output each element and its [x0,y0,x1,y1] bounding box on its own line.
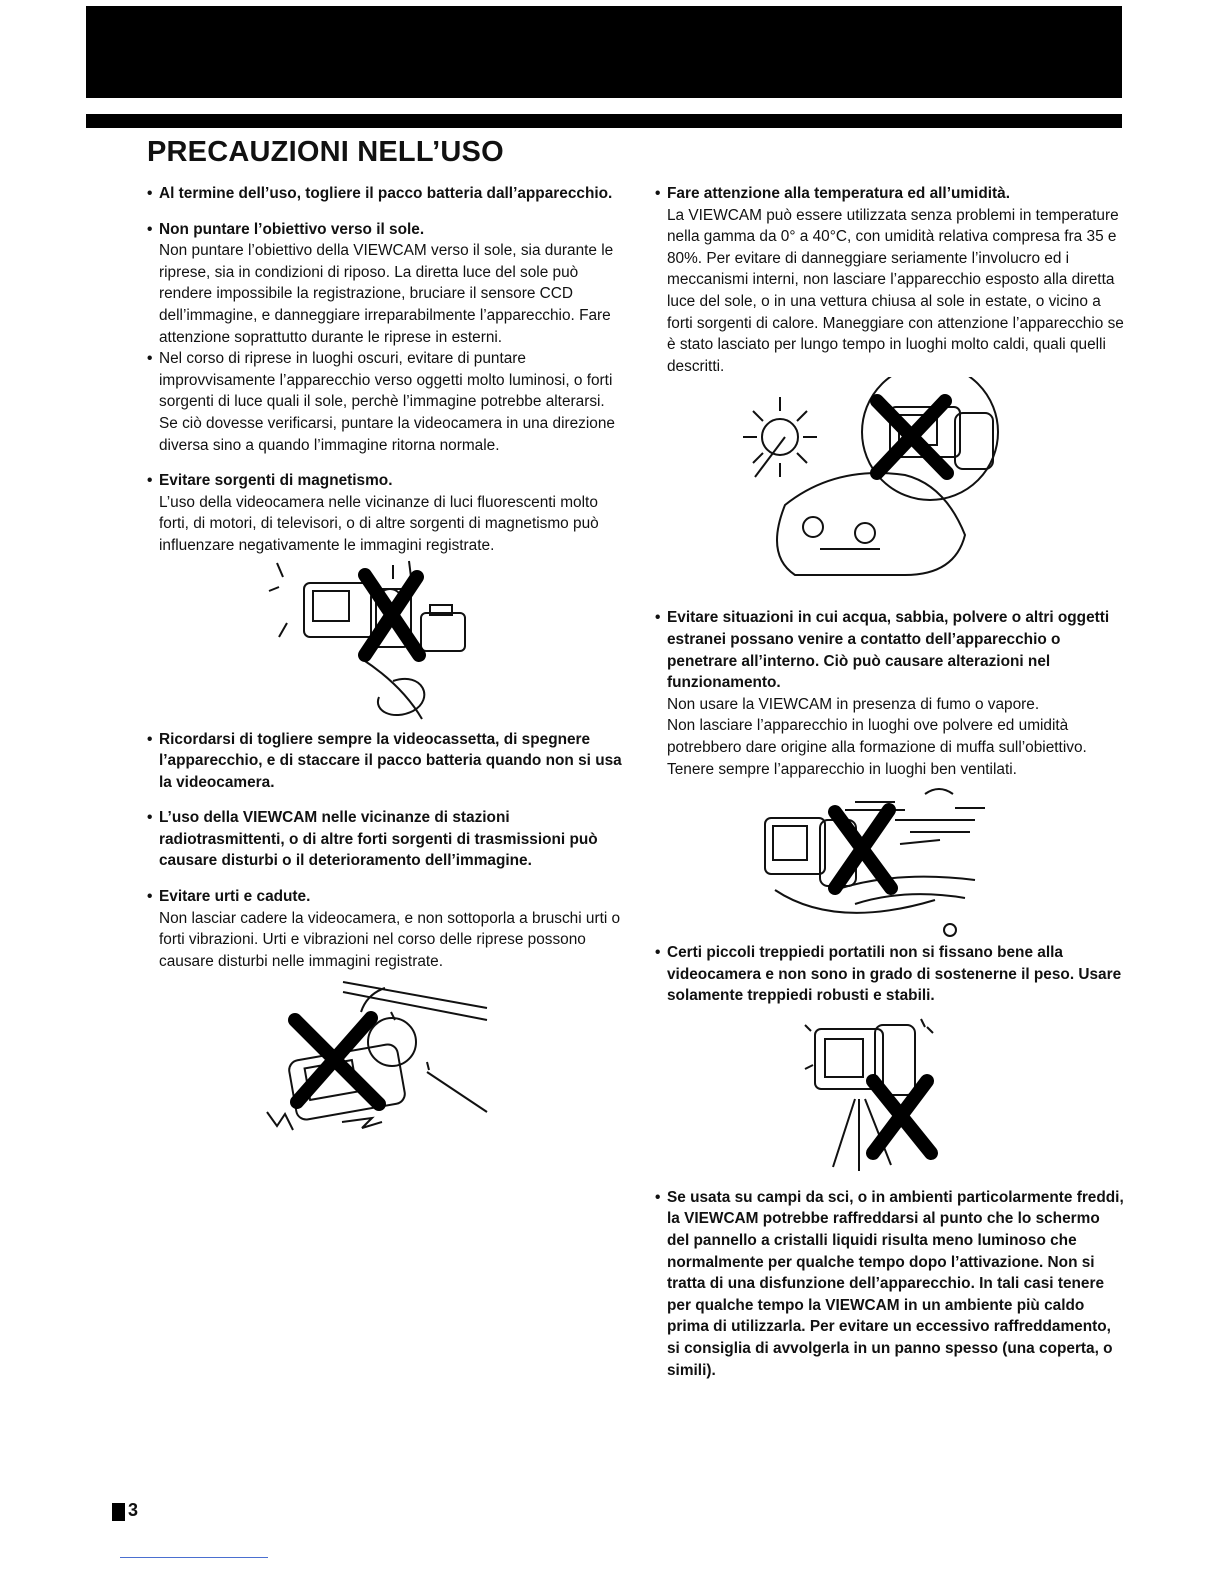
header-black-band [86,6,1122,98]
precaution-text: La VIEWCAM può essere utilizzata senza problemi in temperature nella gamma da 0° a 40°C, con umidità relativa compresa fra 35 e 80%. Per evitare di danneggiare seriamente l’involucro ed i meccanismi interni, non lasciare l’apparecchio esposto alla diretta luce del sole, o in una vettura chiusa al sole in estate, o vicino a forti sorgenti di calore. Maneggiare con attenzione l’apparecchio se è stato lasciato per lungo tempo in luoghi molto caldi, quali quelli descritti. [667,206,1124,375]
tripod-illustration [655,1007,1125,1187]
precaution-radio-stations [147,807,622,872]
precaution-magnetism [147,470,622,556]
precaution-dark-scenes [147,348,622,456]
precaution-heading: Certi piccoli treppiedi portatili non si fissano bene alla videocamera e non sono in grado di sostenerne il peso. Usare solamente treppiedi robusti e stabili. [667,944,1122,1005]
footer-rule [120,1557,268,1558]
bullet-icon: • [147,809,153,827]
precaution-tripod [655,942,1125,1007]
precaution-text: Nel corso di riprese in luoghi oscuri, evitare di puntare improvvisamente l’apparecchio verso oggetti molto luminosi, o forti sorgenti di luce quali il sole, perchè l’immagine potrebbe alterarsi. Se ciò dovesse verificarsi, puntare la videocamera in una direzione diversa sino a quando l’immagine ritorna normale. [159,350,615,454]
precaution-temperature [655,183,1125,377]
beach-illustration [655,780,1125,942]
bullet-icon: • [147,350,153,368]
precaution-battery [147,183,622,205]
bullet-icon: • [147,185,153,202]
language-marker [112,1503,125,1521]
precaution-text: Non lasciar cadere la videocamera, e non sottoporla a bruschi urti o forti vibrazioni. Urti e vibrazioni nel corso delle riprese possono causare disturbi nelle immagini registrate. [159,909,621,970]
bullet-icon: • [655,185,661,202]
precaution-shocks [147,886,622,972]
bullet-icon: • [655,609,661,627]
bullet-icon: • [147,730,153,748]
bullet-icon: • [147,472,153,490]
precaution-text: Non usare la VIEWCAM in presenza di fumo o vapore. Non lasciare l’apparecchio in luoghi ove polvere ed umidità potrebbero dare origine alla formazione di muffa sull’obiettivo. Tenere sempre l’apparecchio in luoghi ben ventilati. [667,695,1087,778]
bullet-icon: • [147,888,153,906]
precaution-heading: Al termine dell’uso, togliere il pacco batteria dall’apparecchio. [159,185,613,202]
precaution-foreign-objects [655,607,1125,780]
right-column [655,183,1125,1381]
precaution-remove-cassette [147,729,622,794]
precaution-heading: Ricordarsi di togliere sempre la videocassetta, di spegnere l’apparecchio, e di staccare il pacco batteria quando non si usa la videocamera. [159,730,622,791]
bullet-icon: • [655,944,661,962]
precaution-text: L’uso della videocamera nelle vicinanze di luci fluorescenti molto forti, di motori, di televisori, o di altre sorgenti di magnetismo può influenzare negativamente le immagini registrate. [159,493,599,554]
header-rule [86,114,1122,128]
bullet-icon: • [655,1188,661,1206]
page-number: 3 [128,1500,139,1520]
precaution-heading: Evitare situazioni in cui acqua, sabbia, polvere o altri oggetti estranei possano venire a contatto dell’apparecchio o penetrare all’interno. Ciò può causare alterazioni nel funzionamento. [667,609,1110,692]
precaution-heading: Se usata su campi da sci, o in ambienti particolarmente freddi, la VIEWCAM potrebbe raffreddarsi al punto che lo schermo del pannello a cristalli liquidi risulta meno luminoso che normalmente per qualche tempo dopo l’attivazione. Non si tratta di una disfunzione dell’apparecchio. In tali casi tenere per qualche tempo la VIEWCAM in un ambiente più caldo prima di utilizzarla. Per evitare un eccessivo raffreddamento, si consiglia di avvolgerla in un panno spesso (una coperta, o simili). [667,1188,1124,1379]
precaution-text: Non puntare l’obiettivo della VIEWCAM verso il sole, sia durante le riprese, sia in condizioni di riposo. La diretta luce del sole può rendere impossibile la registrazione, bruciare il sensore CCD dell’immagine, e danneggiare irreparabilmente l’apparecchio. Fare attenzione soprattutto durante le riprese in esterni. [159,242,614,346]
drop-illustration [147,972,622,1147]
precaution-heading: Evitare urti e cadute. [159,888,311,906]
precaution-cold [655,1187,1125,1381]
magnetism-illustration [147,557,622,729]
precaution-sun [147,219,622,349]
page-title: PRECAUZIONI NELL’USO [147,136,504,168]
precaution-heading: L’uso della VIEWCAM nelle vicinanze di stazioni radiotrasmittenti, o di altre forti sorgenti di trasmissioni può causare disturbi o il deterioramento dell’immagine. [159,809,598,870]
precaution-heading: Non puntare l’obiettivo verso il sole. [159,220,425,238]
sun-car-illustration [655,377,1125,607]
precaution-heading: Evitare sorgenti di magnetismo. [159,472,393,490]
precaution-heading: Fare attenzione alla temperatura ed all’umidità. [667,185,1010,202]
bullet-icon: • [147,220,153,238]
left-column [147,183,622,1147]
